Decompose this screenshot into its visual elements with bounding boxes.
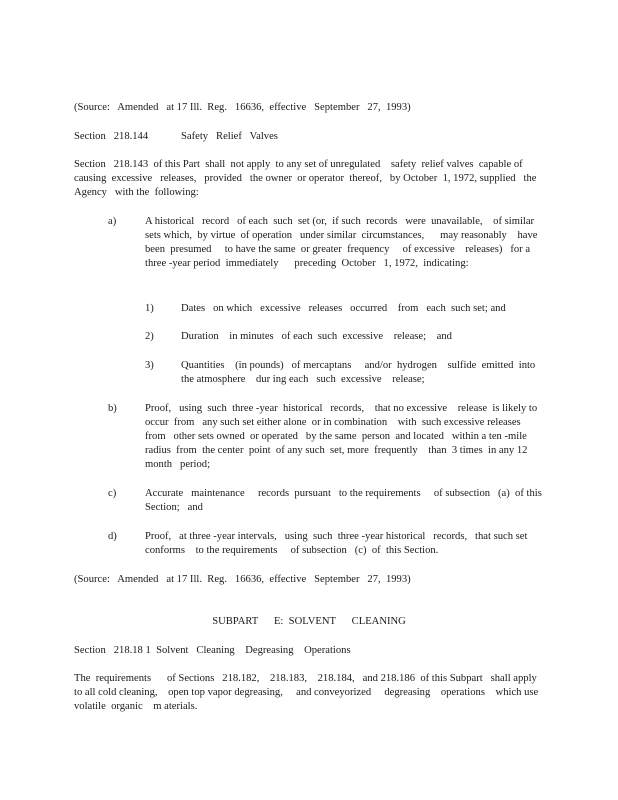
intro-paragraph: Section 218.143 of this Part shall not apply to any set of unregulated safety relief valves capable of causing excessive releases, provided the owner or operator thereof, by October 1, 1972, supplied the Agency with the following: [74,159,539,198]
source-citation-top: (Source: Amended at 17 Ill. Reg. 16636, effective September 27, 1993) [74,102,411,113]
section-number: Section 218.144 [74,131,149,142]
section-title: Safety Relief Valves [181,131,278,142]
subitem-text-2: Duration in minutes of each such excessive release; and [181,331,452,342]
subitem-label-3: 3) [145,360,154,371]
subitem-text-1: Dates on which excessive releases occurred from each such set; and [181,303,506,314]
subitem-label-1: 1) [145,303,154,314]
subitem-label-2: 2) [145,331,154,342]
item-label-d: d) [108,531,117,542]
item-text-d: Proof, at three -year intervals, using such three -year historical records, that such set conforms to the requirements of subsection (c) of this Section. [145,531,531,556]
subpart-heading: SUBPART E: SOLVENT CLEANING [212,616,406,627]
closing-paragraph: The requirements of Sections 218.182, 218.183, 218.184, and 218.186 of this Subpart shall apply to all cold cleaning, open top vapor degreasing, and conveyorized degreasing operations which use volatile organic m aterials. [74,673,541,712]
item-text-c: Accurate maintenance records pursuant to the requirements of subsection (a) of this Section; and [145,488,545,513]
item-text-a: A historical record of each such set (or, if such records were unavailable, of similar sets which, by virtue of operation under similar circumstances, may reasonably have been presumed to have the same or greater frequency of excessive releases) for a three -year period immediately preceding October 1, 1972, indicating: [145,216,543,269]
item-label-b: b) [108,403,117,414]
section-heading-218-181: Section 218.18 1 Solvent Cleaning Degreasing Operations [74,645,351,656]
item-text-b: Proof, using such three -year historical records, that no excessive release is likely to occur from any such set either alone or in combination with such excessive releases from other sets owned or operated by the same person and located within a ten -mile radius from the center point of any such set, more frequently than 3 times in any 12 month period; [145,403,540,470]
subitem-text-3: Quantities (in pounds) of mercaptans and/or hydrogen sulfide emitted into the atmosphere dur ing each such excessive release; [181,360,538,385]
item-label-a: a) [108,216,117,227]
source-citation-bottom: (Source: Amended at 17 Ill. Reg. 16636, effective September 27, 1993) [74,574,411,585]
item-label-c: c) [108,488,117,499]
